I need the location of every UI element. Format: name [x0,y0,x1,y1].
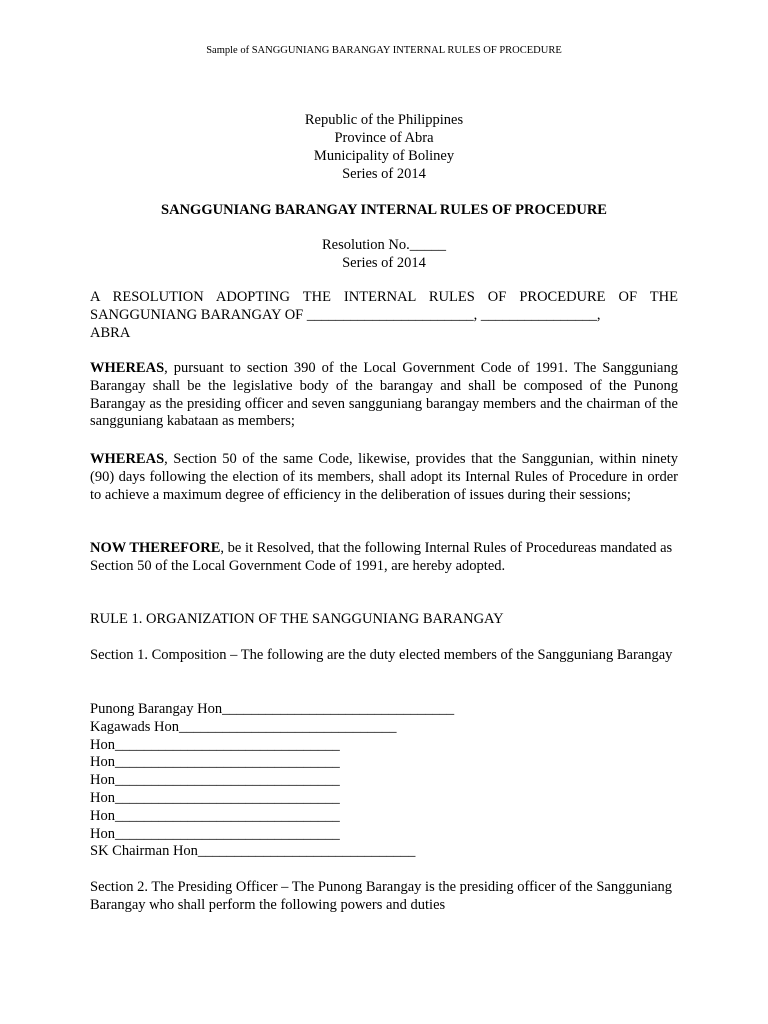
whereas-text-2: , Section 50 of the same Code, likewise, provides that the Sanggunian, within ninety (90) days following the election of its members, shall adopt its Internal Rules of Procedure in order to achieve a maximum degree of efficiency in the deliberation of issues during their sessions; [90,451,678,503]
now-therefore-lead: NOW THEREFORE [90,540,221,556]
member-line-sk-chairman: SK Chairman Hon______________________________ [90,843,416,860]
member-line-kagawads: Kagawads Hon______________________________ [90,718,397,735]
document-title: SANGGUNIANG BARANGAY INTERNAL RULES OF PROCEDURE [161,202,607,218]
heading-block [0,111,768,183]
rule1-heading: RULE 1. ORGANIZATION OF THE SANGGUNIANG BARANGAY [90,611,504,627]
whereas-lead-1: WHEREAS [90,360,165,376]
whereas-paragraph-2 [90,451,678,504]
whereas-lead-2: WHEREAS [90,451,165,467]
member-line-hon-2: Hon_______________________________ [90,754,340,771]
member-line-hon-4: Hon_______________________________ [90,789,340,806]
resolution-statement-line1: A RESOLUTION ADOPTING THE INTERNAL RULES OF PROCEDURE OF THE [90,289,678,305]
heading-line-series: Series of 2014 [342,166,426,182]
member-line-hon-5: Hon_______________________________ [90,807,340,824]
resolution-block [0,236,768,272]
member-line-punong-barangay: Punong Barangay Hon________________________________ [90,701,455,717]
resolution-series: Series of 2014 [342,255,426,271]
whereas-text-1: , pursuant to section 390 of the Local Government Code of 1991. The Sangguniang Barangay shall be the legislative body of the barangay and shall be composed of the Punong Barangay as the presiding officer and seven sangguniang barangay members and the chairman of the sangguniang kabataan as members; [90,360,678,430]
now-therefore-text: , be it Resolved, that the following Internal Rules of Procedureas mandated as Section 50 of the Local Government Code of 1991, are hereby adopted. [90,540,673,574]
section2-paragraph: Section 2. The Presiding Officer – The Punong Barangay is the presiding officer of the Sangguniang Barangay who shall perform the following powers and duties [90,879,673,913]
member-line-hon-1: Hon_______________________________ [90,736,340,753]
header-note: Sample of SANGGUNIANG BARANGAY INTERNAL RULES OF PROCEDURE [206,45,562,56]
heading-line-republic: Republic of the Philippines [304,112,464,128]
heading-line-province: Province of Abra [334,130,434,146]
heading-line-municipality: Municipality of Boliney [313,148,455,164]
now-therefore-paragraph [90,540,678,576]
member-lines [90,701,678,861]
member-line-hon-3: Hon_______________________________ [90,772,340,789]
resolution-statement-line3: ABRA [90,324,131,341]
whereas-paragraph-1 [90,360,678,431]
resolution-number: Resolution No._____ [321,237,447,253]
member-line-hon-6: Hon_______________________________ [90,825,340,842]
resolution-statement [90,289,678,342]
section1-paragraph: Section 1. Composition – The following are the duty elected members of the Sangguniang Barangay [90,647,673,663]
resolution-statement-line2: SANGGUNIANG BARANGAY OF _______________________, ________________, [90,306,601,323]
